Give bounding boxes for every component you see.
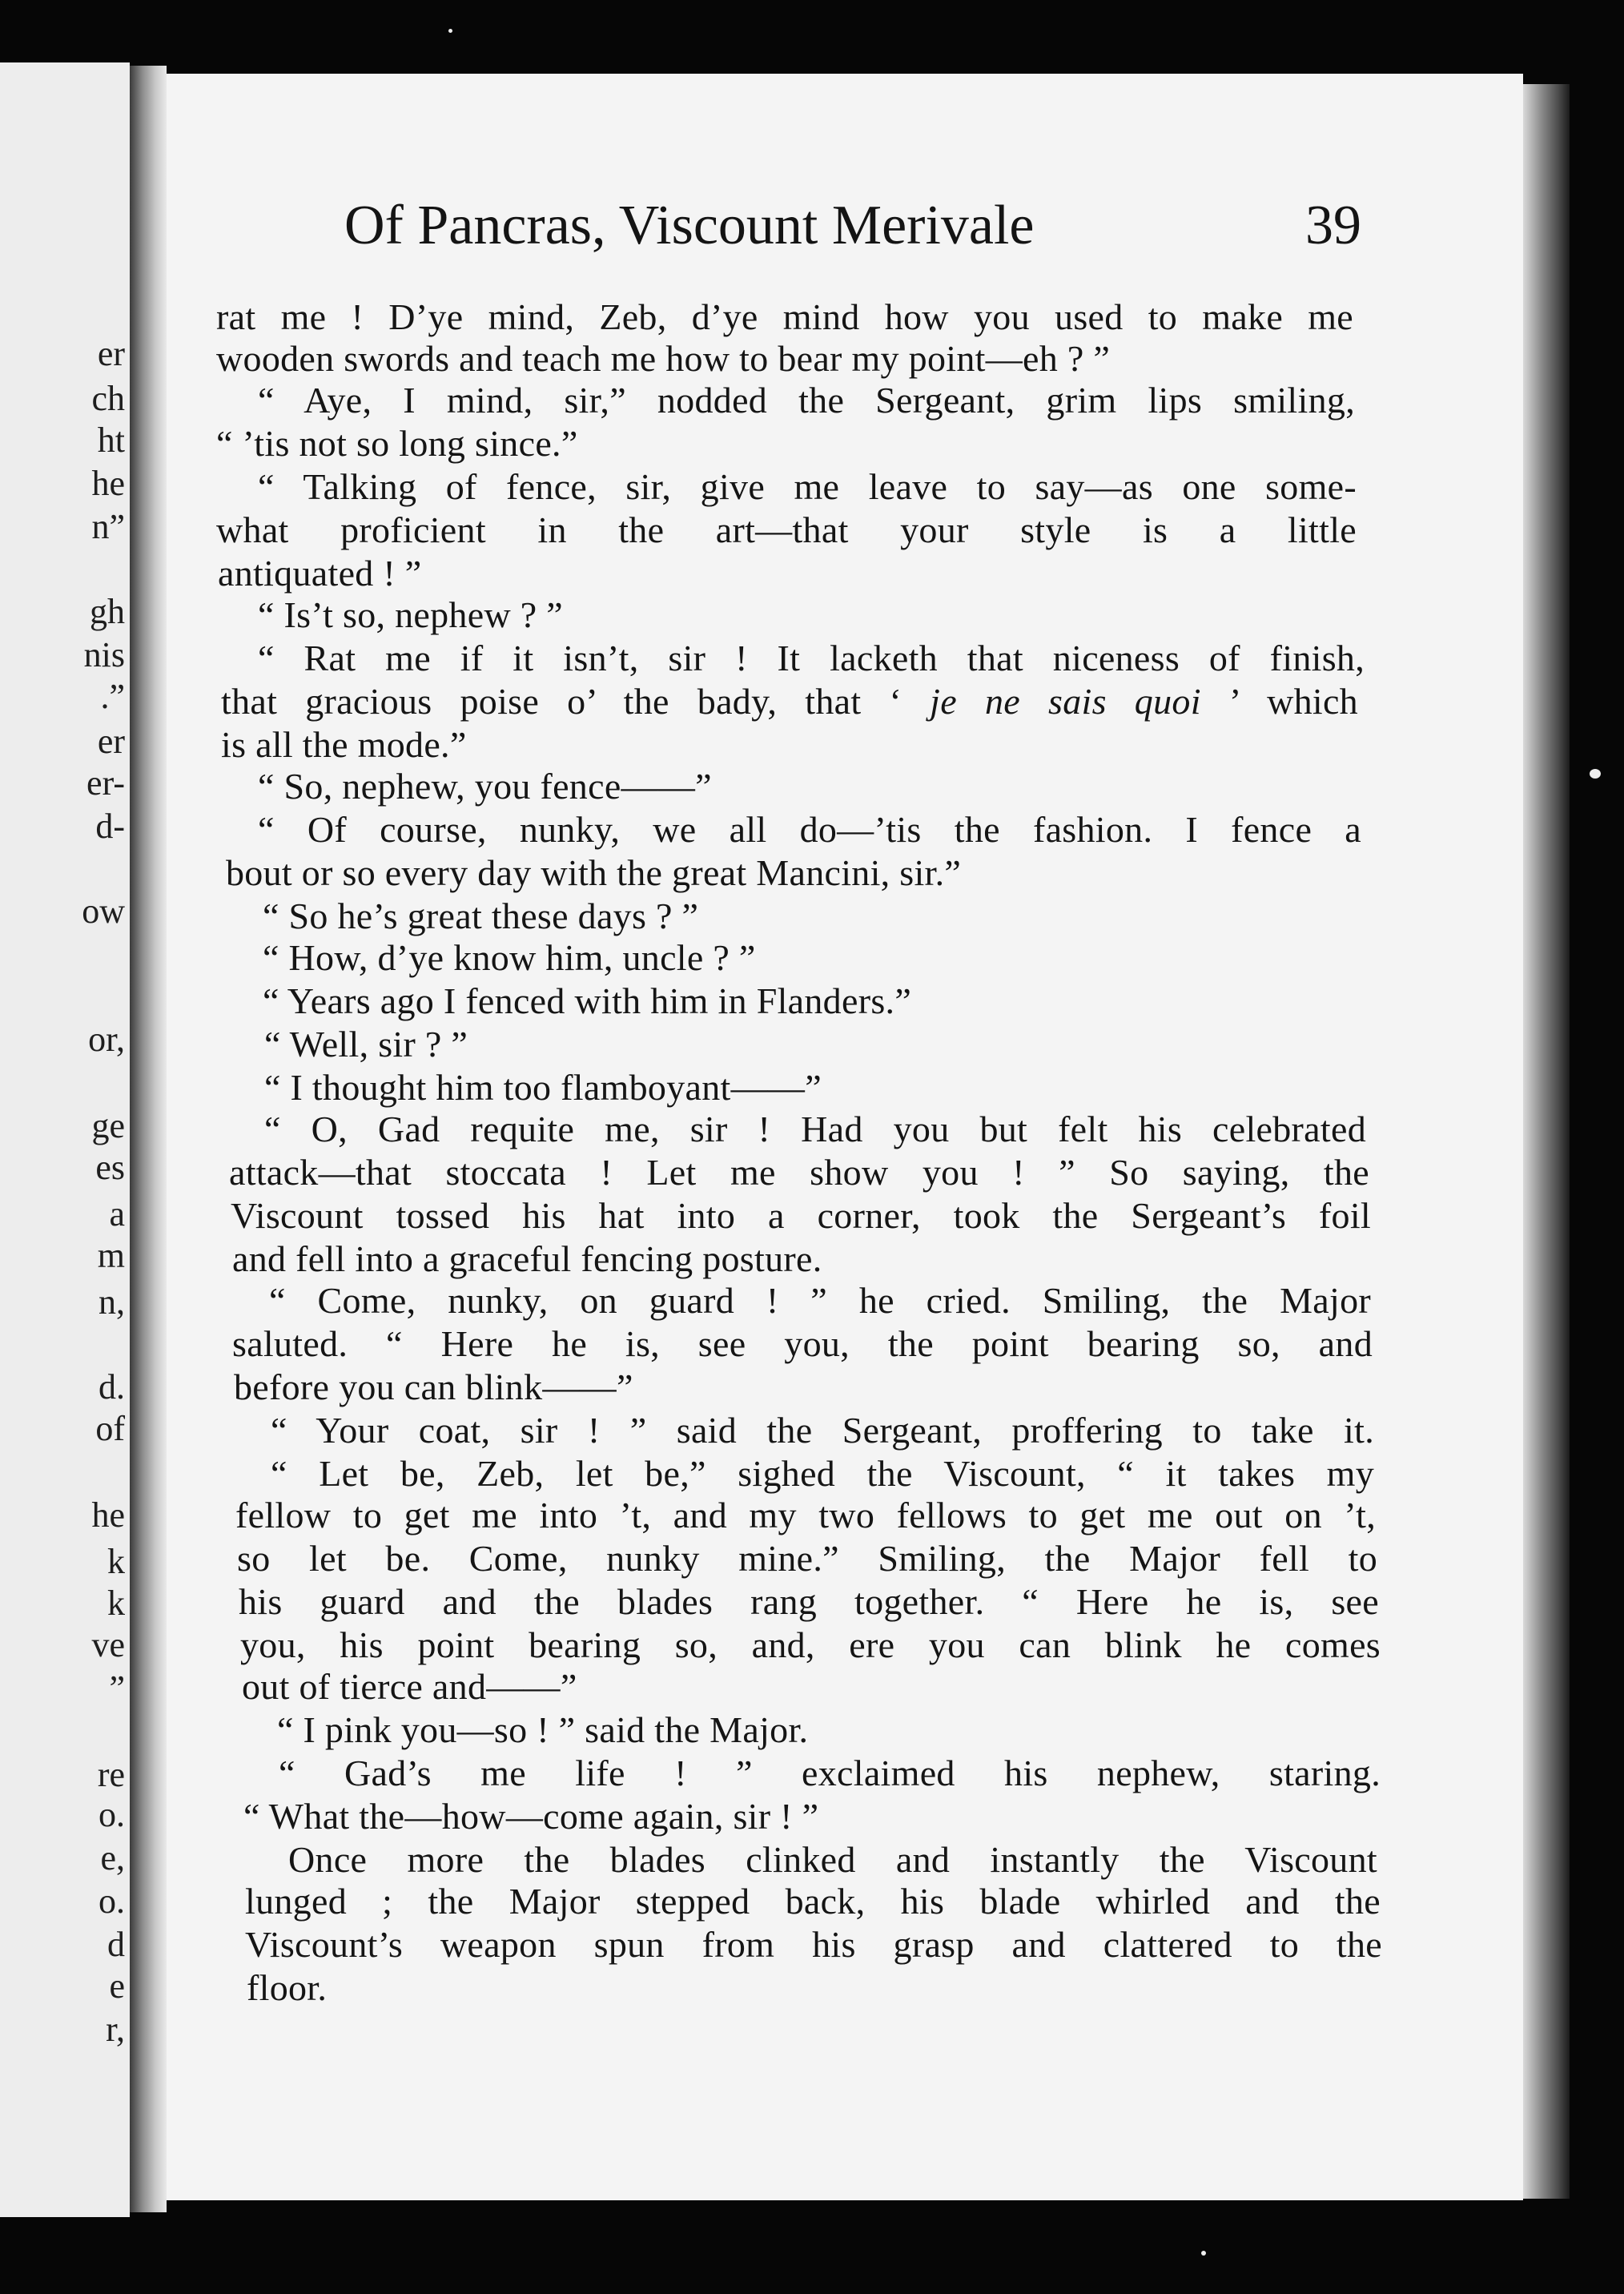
facing-page-text-fragment: e,: [100, 1838, 125, 1877]
facing-page-text-fragment: m: [97, 1236, 125, 1275]
text-line: “ Years ago I fenced with him in Flanders.”: [263, 980, 912, 1021]
text-line: out of tierce and——”: [242, 1666, 577, 1707]
facing-page-text-fragment: ow: [82, 891, 125, 931]
facing-page-text-fragment: nis: [83, 635, 125, 674]
facing-page-text-fragment: gh: [90, 592, 125, 631]
text-line: Viscount tossed his hat into a corner, took the Sergeant’s foil: [231, 1195, 1371, 1236]
text-line: “ O, Gad requite me, sir ! Had you but felt his celebrated: [264, 1109, 1366, 1149]
facing-page-text-fragment: er-: [86, 763, 125, 803]
text-line: bout or so every day with the great Mancini, sir.”: [226, 852, 962, 893]
text-line: “ ’tis not so long since.”: [216, 423, 578, 464]
text-line: you, his point bearing so, and, ere you can blink he comes: [240, 1624, 1381, 1665]
facing-page-text-fragment: of: [95, 1409, 125, 1448]
italic-phrase: je ne sais quoi: [930, 681, 1201, 722]
facing-page-text-fragment: a: [109, 1194, 125, 1234]
dust-speck: [1201, 2251, 1206, 2256]
facing-page-text-fragment: ht: [97, 421, 125, 460]
dust-speck: [1590, 769, 1601, 779]
facing-page-text-fragment: d: [107, 1925, 125, 1964]
page-number: 39: [1305, 195, 1361, 256]
text-line: before you can blink——”: [234, 1366, 633, 1407]
text-line: “ Of course, nunky, we all do—’tis the fashion. I fence a: [258, 809, 1361, 850]
text-line: rat me ! D’ye mind, Zeb, d’ye mind how you used to make me: [216, 296, 1353, 337]
facing-page-text-fragment: he: [91, 1495, 125, 1535]
text-line: “ I pink you—so ! ” said the Major.: [277, 1709, 809, 1750]
text-line: “ Let be, Zeb, let be,” sighed the Viscount, “ it takes my: [271, 1453, 1374, 1494]
text-line: “ Gad’s me life ! ” exclaimed his nephew, staring.: [279, 1753, 1381, 1793]
facing-page-text-fragment: or,: [88, 1020, 125, 1059]
text-line: what proficient in the art—that your style is a little: [216, 509, 1357, 550]
facing-page-text-fragment: o.: [98, 1795, 125, 1834]
facing-page-fragment: [0, 62, 130, 2217]
text-line: fellow to get me into ’t, and my two fellows to get me out on ’t,: [235, 1495, 1376, 1535]
book-gutter: [130, 66, 167, 2212]
text-line: lunged ; the Major stepped back, his blade whirled and the: [245, 1881, 1381, 1922]
facing-page-text-fragment: ”: [109, 1668, 125, 1708]
page-edge: [1523, 84, 1570, 2199]
text-line: “ What the—how—come again, sir ! ”: [243, 1796, 819, 1837]
text-line: antiquated ! ”: [218, 553, 422, 594]
text-line: so let be. Come, nunky mine.” Smiling, the Major fell to: [237, 1538, 1377, 1579]
running-header: [344, 194, 1361, 258]
facing-page-text-fragment: d-: [95, 807, 125, 846]
facing-page-text-fragment: d.: [98, 1367, 125, 1407]
facing-page-text-fragment: o.: [98, 1881, 125, 1921]
text-line: his guard and the blades rang together. “ Here he is, see: [239, 1581, 1379, 1622]
facing-page-text-fragment: ch: [91, 379, 125, 418]
facing-page-text-fragment: n,: [98, 1282, 125, 1322]
facing-page-text-fragment: er: [97, 334, 125, 373]
text-line: wooden swords and teach me how to bear my point—eh ? ”: [216, 338, 1111, 379]
facing-page-text-fragment: e: [109, 1966, 125, 2006]
facing-page-text-fragment: n”: [91, 507, 125, 546]
text-line: Viscount’s weapon spun from his grasp and clattered to the: [245, 1924, 1382, 1965]
text-line: “ Aye, I mind, sir,” nodded the Sergeant, grim lips smiling,: [258, 380, 1355, 421]
text-line: “ Is’t so, nephew ? ”: [258, 594, 563, 635]
text-line: “ Rat me if it isn’t, sir ! It lacketh that niceness of finish,: [258, 638, 1365, 678]
dust-speck: [448, 29, 452, 33]
text-line: that gracious poise o’ the bady, that ‘ je ne sais quoi ’ which: [221, 681, 1358, 722]
facing-page-text-fragment: k: [107, 1542, 125, 1581]
text-line: “ Come, nunky, on guard ! ” he cried. Smiling, the Major: [269, 1280, 1371, 1321]
running-title: Of Pancras, Viscount Merivale: [344, 195, 1035, 256]
facing-page-text-fragment: er: [97, 722, 125, 761]
text-line: Once more the blades clinked and instantly the Viscount: [288, 1839, 1377, 1880]
text-line: “ Your coat, sir ! ” said the Sergeant, proffering to take it.: [271, 1410, 1374, 1451]
text-line: saluted. “ Here he is, see you, the point bearing so, and: [232, 1323, 1373, 1364]
facing-page-text-fragment: re: [97, 1755, 125, 1794]
text-line: “ So he’s great these days ? ”: [263, 895, 699, 936]
text-line: “ So, nephew, you fence——”: [258, 766, 712, 807]
text-line: attack—that stoccata ! Let me show you ! ” So saying, the: [229, 1152, 1369, 1193]
text-line: “ How, d’ye know him, uncle ? ”: [263, 937, 756, 978]
facing-page-text-fragment: .”: [100, 677, 125, 716]
text-line: is all the mode.”: [221, 724, 467, 765]
facing-page-text-fragment: es: [95, 1148, 125, 1187]
facing-page-text-fragment: he: [91, 464, 125, 503]
text-line: “ Well, sir ? ”: [264, 1024, 468, 1064]
text-line: floor.: [247, 1967, 328, 2008]
text-line: and fell into a graceful fencing posture.: [232, 1238, 822, 1279]
facing-page-text-fragment: k: [107, 1584, 125, 1623]
facing-page-text-fragment: r,: [106, 2010, 125, 2049]
facing-page-text-fragment: ve: [91, 1625, 125, 1664]
text-line: “ I thought him too flamboyant——”: [264, 1067, 822, 1108]
text-line: “ Talking of fence, sir, give me leave to say—as one some-: [258, 466, 1357, 507]
facing-page-text-fragment: ge: [91, 1106, 125, 1145]
